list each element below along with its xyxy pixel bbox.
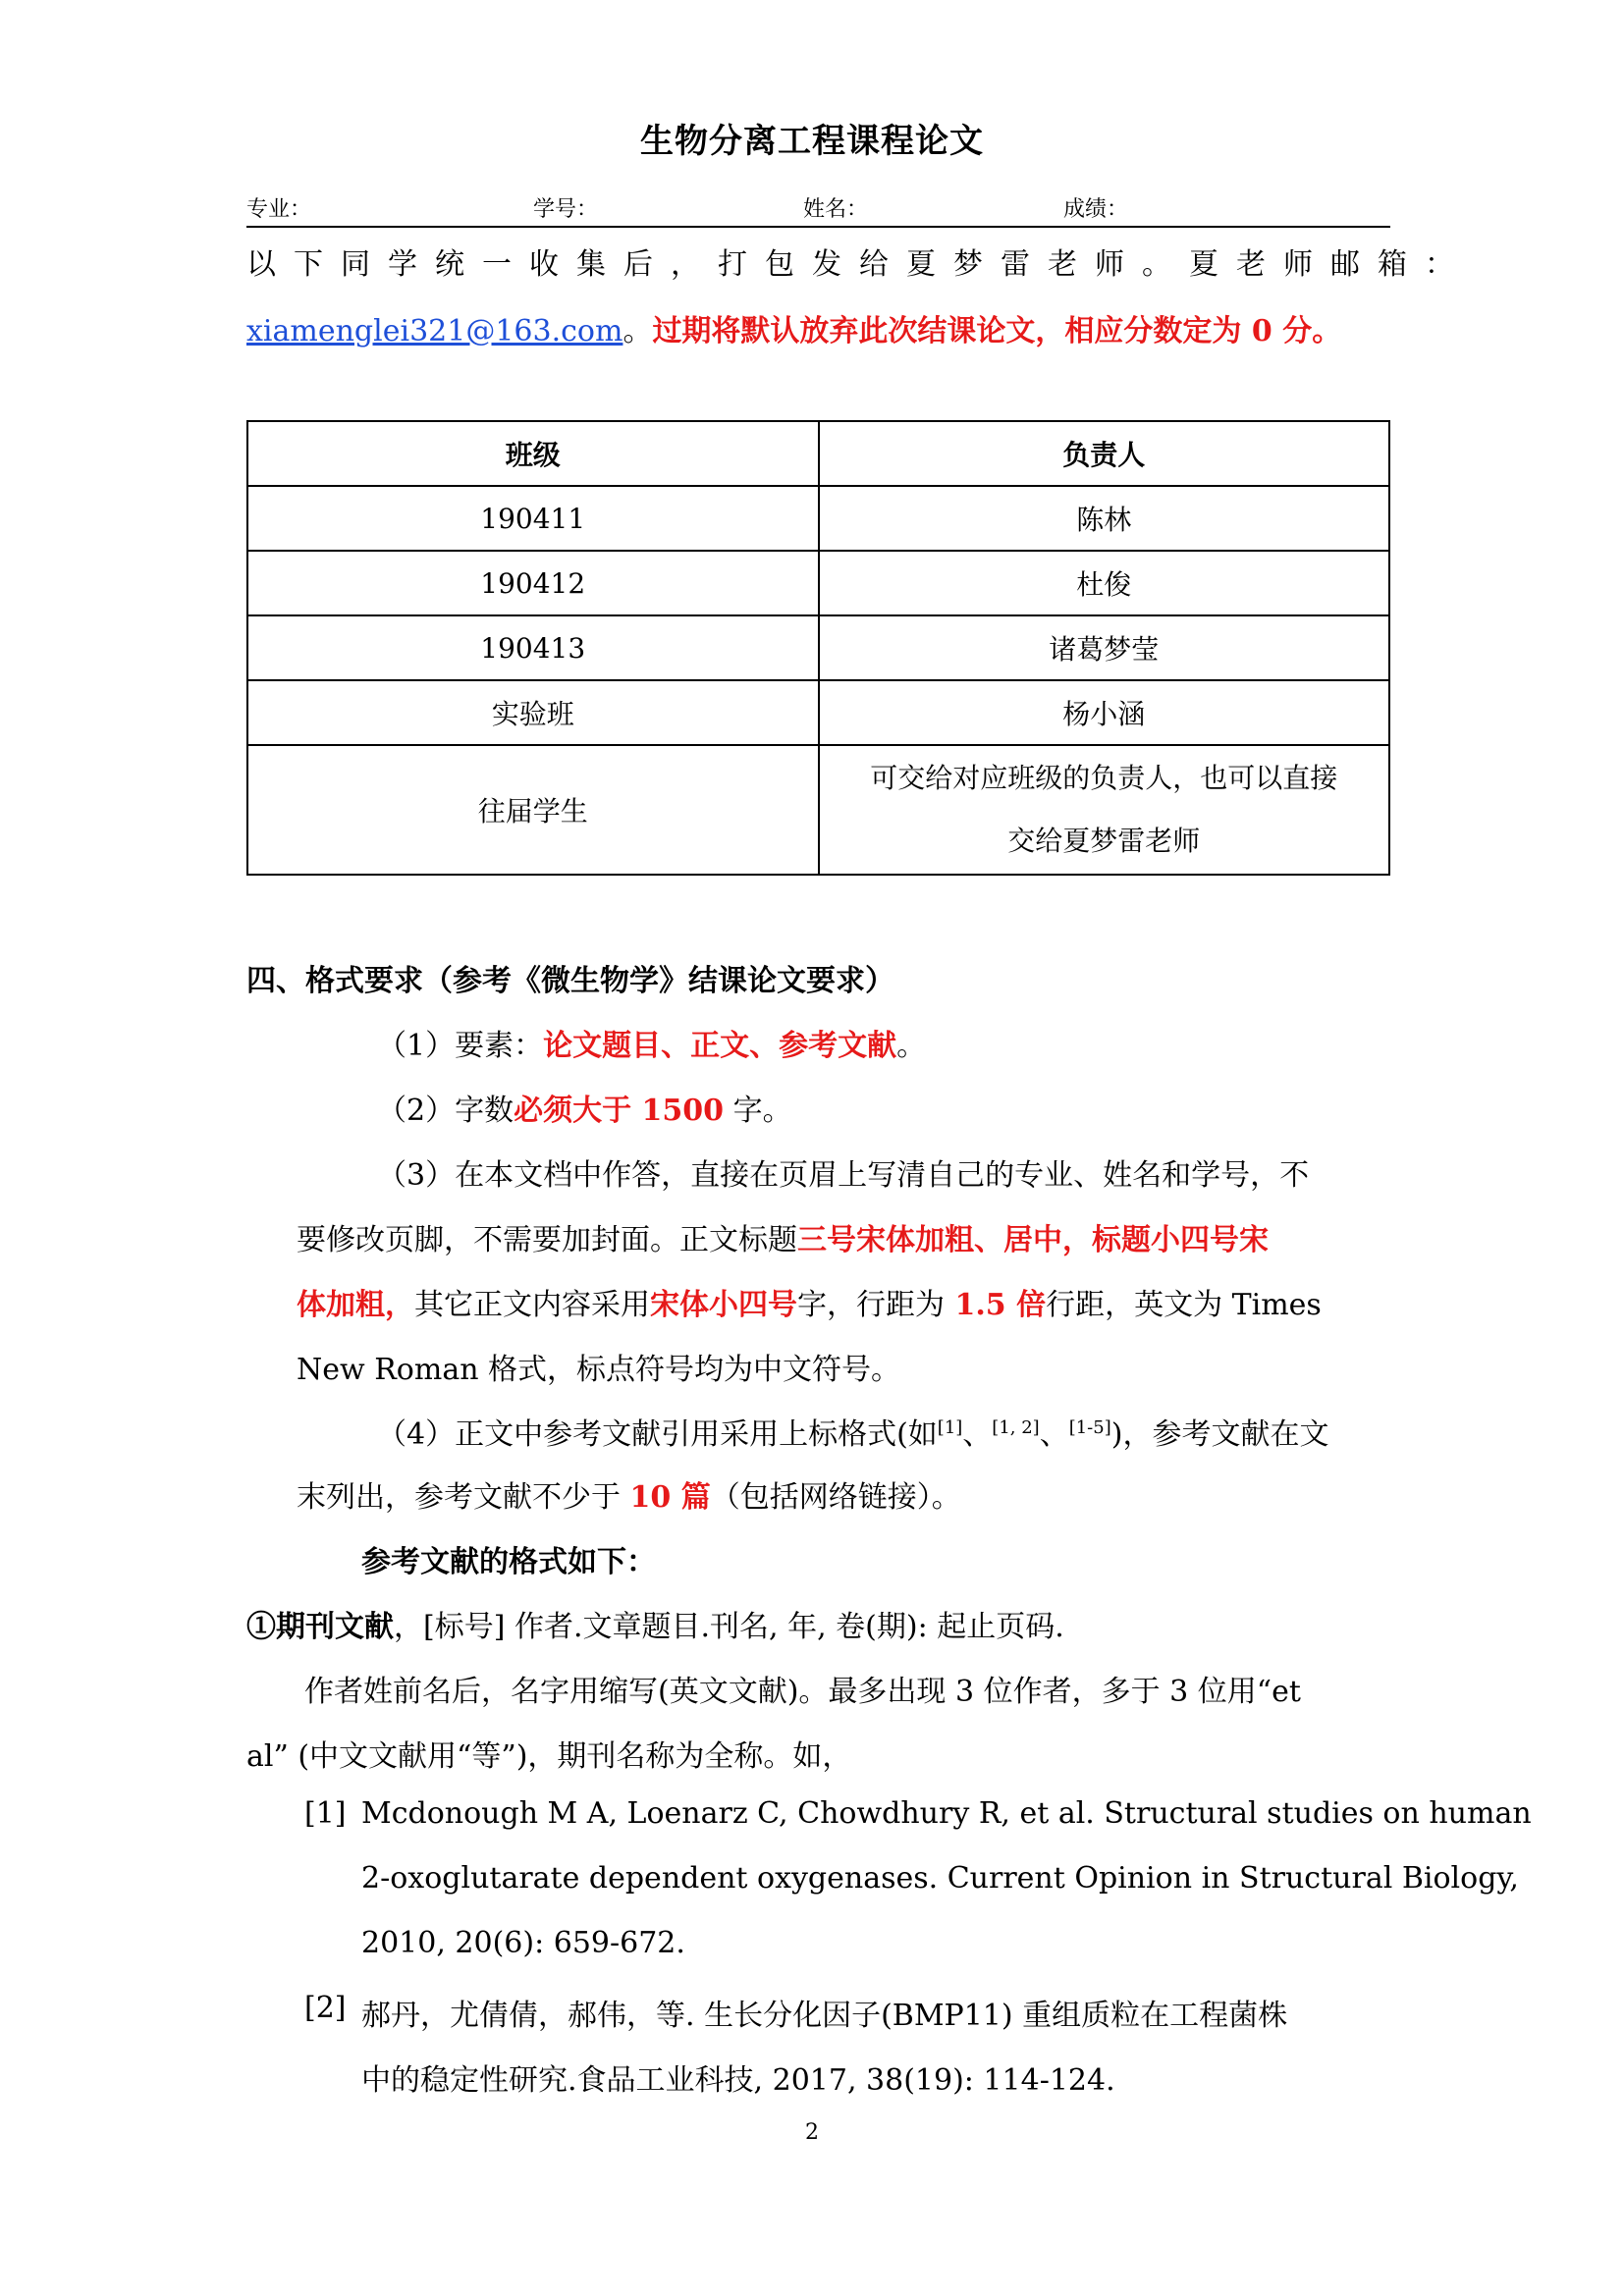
author-note-line2: al” (中文文献用“等”)，期刊名称为全称。如， [246,1739,852,1774]
table-cell-class: 往届学生 [247,745,819,875]
email-link[interactable]: xiamenglei321@163.com [246,314,623,348]
item3-text: 其它正文内容采用 [414,1288,650,1322]
deadline-warning: 过期将默认放弃此次结课论文，相应分数定为 0 分。 [652,314,1342,348]
reference-1-line1: Mcdonough M A, Loenarz C, Chowdhury R, et al. Structural studies on human [361,1796,1532,1831]
author-note-line1: 作者姓前名后，名字用缩写(英文文献)。最多出现 3 位作者，多于 3 位用“et [304,1675,1301,1709]
reference-2-label: [2] [304,1991,347,2025]
item3-emphasis: 1.5 倍 [945,1288,1047,1322]
item3-emphasis: 宋体小四号 [650,1288,797,1322]
journal-format-line [246,1602,1064,1645]
student-id-label: 学号： [533,197,599,222]
table-header-responsible: 负责人 [819,421,1390,486]
name-label: 姓名： [803,197,869,222]
item2-suffix: 字。 [724,1094,792,1128]
item3-text: 行距，英文为 Times [1046,1288,1322,1322]
item3-text: 字，行距为 [797,1288,945,1322]
reference-2-line1: 郝丹，尤倩倩，郝伟，等. 生长分化因子(BMP11) 重组质粒在工程菌株 [361,1999,1288,2033]
page-number: 2 [805,2120,819,2145]
item4-text: （4）正文中参考文献引用采用上标格式(如 [377,1417,938,1452]
item4-text: 末列出，参考文献不少于 [297,1480,630,1515]
citation-example: [1-5] [1068,1417,1111,1438]
reference-1-line3: 2010, 20(6): 659-672. [361,1926,685,1960]
item3-text: 要修改页脚，不需要加封面。正文标题 [297,1223,797,1257]
document-title: 生物分离工程课程论文 [640,122,984,161]
section-4-heading: 四、格式要求（参考《微生物学》结课论文要求） [246,964,894,998]
format-item-4-line2 [297,1472,961,1516]
responsible-note-line1: 可交给对应班级的负责人，也可以直接 [870,762,1338,794]
item3-emphasis: 体加粗， [297,1288,414,1322]
table-cell-class: 190411 [247,486,819,551]
format-item-1 [377,1021,926,1064]
major-label: 专业： [246,197,312,222]
table-cell-class: 190412 [247,551,819,615]
item4-text: （包括网络链接）。 [710,1480,961,1515]
table-header-row [247,421,1389,486]
sep: 。 [623,314,653,348]
table-cell-class: 实验班 [247,680,819,745]
item4-emphasis: 10 篇 [629,1480,711,1515]
item4-text: 、 [962,1417,993,1452]
format-item-3-line2 [297,1215,1269,1258]
journal-format: ，[标号] 作者.文章题目.刊名, 年, 卷(期): 起止页码. [394,1610,1064,1644]
score-label: 成绩： [1063,197,1129,222]
format-item-2 [377,1086,792,1129]
table-row [247,615,1389,680]
table-cell-responsible: 杨小涵 [819,680,1390,745]
item2-prefix: （2）字数 [377,1094,514,1128]
reference-1-line2: 2-oxoglutarate dependent oxygenases. Current Opinion in Structural Biology, [361,1861,1519,1896]
page-header-fields [246,192,1390,228]
table-header-class: 班级 [247,421,819,486]
responsible-table [246,420,1390,876]
item1-suffix: 。 [896,1029,927,1063]
intro-line: 以下同学统一收集后，打包发给夏梦雷老师。夏老师邮箱： [246,247,1472,282]
format-item-3-line1: （3）在本文档中作答，直接在页眉上写清自己的专业、姓名和学号，不 [377,1158,1310,1193]
reference-format-heading: 参考文献的格式如下： [361,1545,656,1579]
table-cell-responsible: 诸葛梦莹 [819,615,1390,680]
item2-emphasis: 必须大于 1500 [514,1094,725,1128]
table-row [247,551,1389,615]
item1-emphasis: 论文题目、正文、参考文献 [543,1029,897,1063]
format-item-3-line3 [297,1280,1322,1323]
reference-1-label: [1] [304,1796,347,1831]
item4-text: 、 [1039,1417,1069,1452]
citation-example: [1] [937,1417,963,1438]
journal-label: ①期刊文献 [246,1610,394,1644]
item3-emphasis: 三号宋体加粗、居中，标题小四号宋 [797,1223,1269,1257]
table-cell-class: 190413 [247,615,819,680]
citation-example: [1, 2] [992,1417,1040,1438]
table-cell-responsible [819,745,1390,875]
table-row [247,680,1389,745]
table-cell-responsible: 杜俊 [819,551,1390,615]
reference-2-line2: 中的稳定性研究.食品工业科技, 2017, 38(19): 114-124. [361,2063,1115,2098]
table-row [247,486,1389,551]
table-cell-responsible: 陈林 [819,486,1390,551]
format-item-3-line4: New Roman 格式，标点符号均为中文符号。 [297,1353,901,1387]
intro-line-2 [246,306,1390,349]
responsible-note-line2: 交给夏梦雷老师 [1007,825,1201,857]
item1-prefix: （1）要素： [377,1029,544,1063]
format-item-4-line1 [377,1410,1328,1453]
table-row [247,745,1389,875]
item4-text: )，参考文献在文 [1110,1417,1329,1452]
